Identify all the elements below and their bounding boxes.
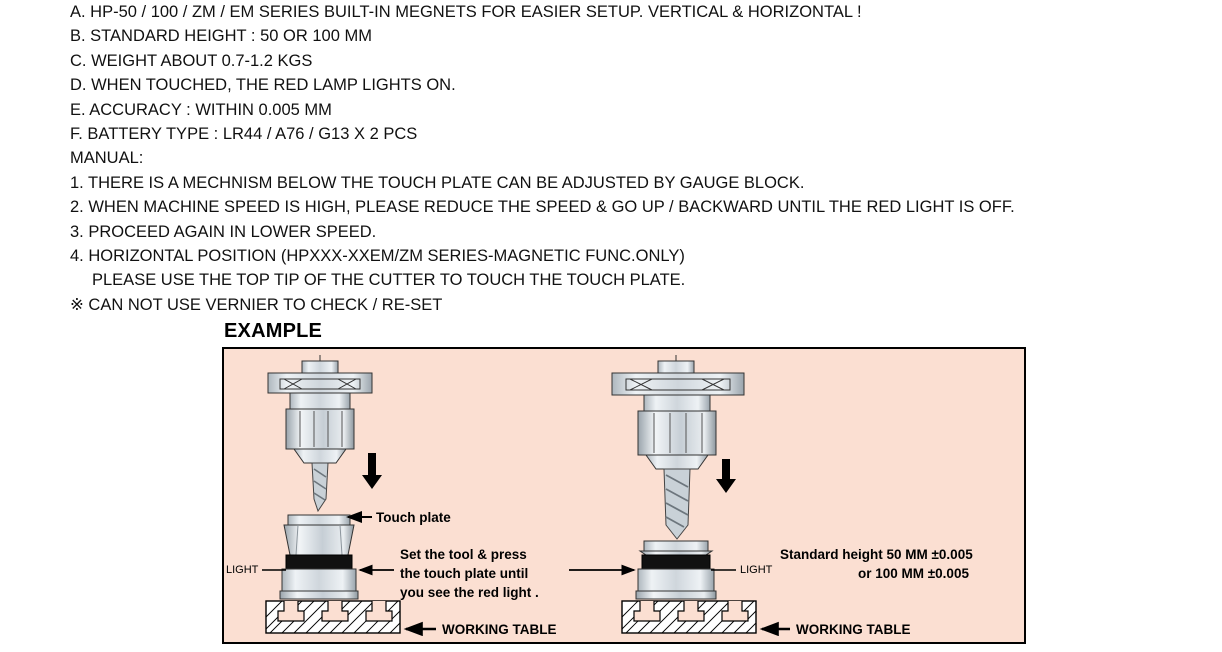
standard-height-line-1: Standard height 50 MM ±0.005 — [780, 547, 973, 562]
instruction-line-1: Set the tool & press — [400, 547, 527, 562]
touch-plate-label: Touch plate — [376, 510, 451, 525]
working-table-label-right: WORKING TABLE — [796, 622, 911, 637]
manual-step-2: 2. WHEN MACHINE SPEED IS HIGH, PLEASE REDUCE THE SPEED & GO UP / BACKWARD UNTIL THE RED LIGHT IS OFF. — [70, 198, 1015, 217]
manual-step-1: 1. THERE IS A MECHNISM BELOW THE TOUCH PLATE CAN BE ADJUSTED BY GAUGE BLOCK. — [70, 173, 805, 192]
spec-line-c: C. WEIGHT ABOUT 0.7-1.2 KGS — [70, 51, 313, 70]
instruction-line-3: you see the red light . — [400, 585, 539, 600]
instruction-line-2: the touch plate until — [400, 566, 529, 581]
spec-line-a: A. HP-50 / 100 / ZM / EM SERIES BUILT-IN MEGNETS FOR EASIER SETUP. VERTICAL & HORIZONTAL ! — [70, 3, 862, 21]
manual-step-3: 3. PROCEED AGAIN IN LOWER SPEED. — [70, 222, 377, 241]
working-table-label-left: WORKING TABLE — [442, 622, 557, 637]
manual-step-4: 4. HORIZONTAL POSITION (HPXXX-XXEM/ZM SERIES-MAGNETIC FUNC.ONLY) — [70, 247, 685, 266]
spec-line-e: E. ACCURACY : WITHIN 0.005 MM — [70, 100, 332, 119]
spec-line-d: D. WHEN TOUCHED, THE RED LAMP LIGHTS ON. — [70, 76, 456, 95]
spec-line-f: F. BATTERY TYPE : LR44 / A76 / G13 X 2 PCS — [70, 125, 418, 144]
spec-line-b: B. STANDARD HEIGHT : 50 OR 100 MM — [70, 27, 372, 46]
light-label-right: LIGHT — [740, 564, 773, 576]
example-diagram-panel — [222, 347, 1026, 644]
diagram-illustration — [224, 349, 1028, 646]
specifications-list — [70, 0, 1170, 317]
standard-height-line-2: or 100 MM ±0.005 — [858, 566, 969, 581]
light-label-left: LIGHT — [226, 564, 259, 576]
note-vernier: ※ CAN NOT USE VERNIER TO CHECK / RE-SET — [70, 295, 443, 314]
manual-step-4-sub: PLEASE USE THE TOP TIP OF THE CUTTER TO TOUCH THE TOUCH PLATE. — [92, 271, 686, 290]
manual-heading: MANUAL: — [70, 149, 144, 168]
example-title: EXAMPLE — [224, 320, 323, 342]
